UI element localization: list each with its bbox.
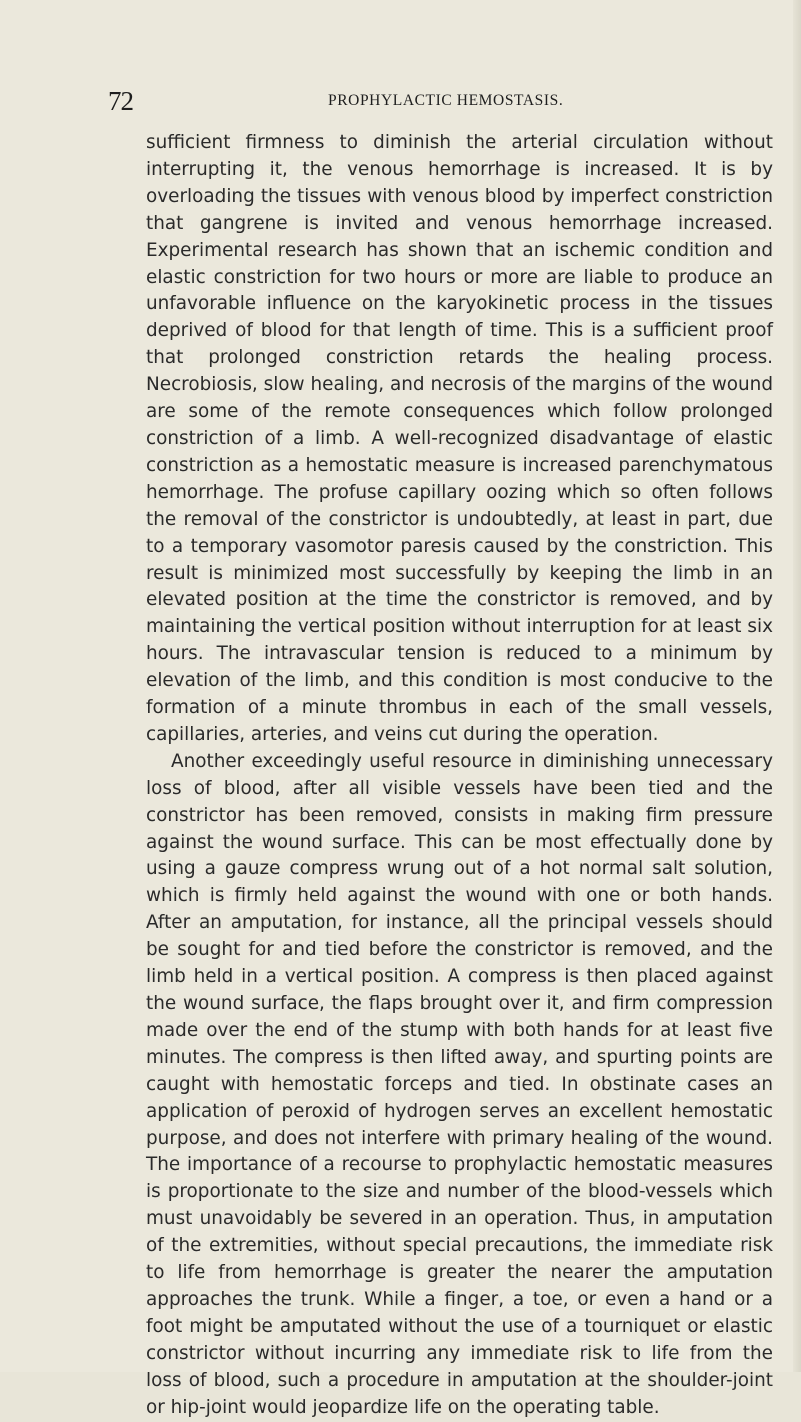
- running-title: PROPHYLACTIC HEMOSTASIS.: [328, 92, 564, 109]
- paragraph-compress: Another exceedingly useful resource in diminishing unnecessary loss of blood, after all visible vessels have been tied and the constrictor has been removed, consists in making firm pressure against the wound surface. This can be most effectually done by using a gauze compress wrung out of a hot normal salt solution, which is firmly held against the wound with one or both hands. After an amputation, for instance, all the principal vessels should be sought for and tied before the constrictor is removed, and the limb held in a vertical position. A compress is then placed against the wound surface, the flaps brought over it, and firm compression made over the end of the stump with both hands for at least five minutes. The compress is then lifted away, and spurting points are caught with hemostatic forceps and tied. In obstinate cases an application of peroxid of hydrogen serves an excellent hemostatic purpose, and does not interfere with primary healing of the wound. The importance of a recourse to prophylactic hemostatic measures is proportionate to the size and number of the blood-vessels which must unavoidably be severed in an operation. Thus, in amputation of the extremities, without special precautions, the immediate risk to life from hemorrhage is greater the nearer the amputation approaches the trunk. While a finger, a toe, or even a hand or a foot might be amputated without the use of a tourniquet or elastic constrictor without incurring any immediate risk to life from the loss of blood, such a procedure in amputation at the shoulder-joint or hip-joint would jeopardize life on the operating table.: [146, 750, 773, 1418]
- page-number: 72: [108, 86, 133, 116]
- page-header: [108, 86, 728, 116]
- page-edge-shadow: [793, 0, 801, 1372]
- paragraph-continued: sufficient firmness to diminish the arterial circulation without interrupting it, the venous hemorrhage is increased. It is by overloading the tissues with venous blood by imperfect constriction that gangrene is invited and venous hemorrhage increased. Experimental research has shown that an ischemic condition and elastic constriction for two hours or more are liable to produce an unfavorable influence on the karyokinetic process in the tissues deprived of blood for that length of time. This is a sufficient proof that prolonged constriction retards the healing process. Necrobiosis, slow healing, and necrosis of the margins of the wound are some of the remote consequences which follow prolonged constriction of a limb. A well-recognized disadvantage of elastic constriction as a hemostatic measure is increased parenchymatous hemorrhage. The profuse capillary oozing which so often follows the removal of the constrictor is undoubtedly, at least in part, due to a temporary vasomotor paresis caused by the constriction. This result is minimized most successfully by keeping the limb in an elevated position at the time the constrictor is removed, and by maintaining the vertical position without interruption for at least six hours. The intravascular tension is reduced to a minimum by elevation of the limb, and this condition is most conducive to the formation of a minute thrombus in each of the small vessels, capillaries, arteries, and veins cut during the operation.: [146, 132, 773, 745]
- body-text: [146, 130, 773, 1422]
